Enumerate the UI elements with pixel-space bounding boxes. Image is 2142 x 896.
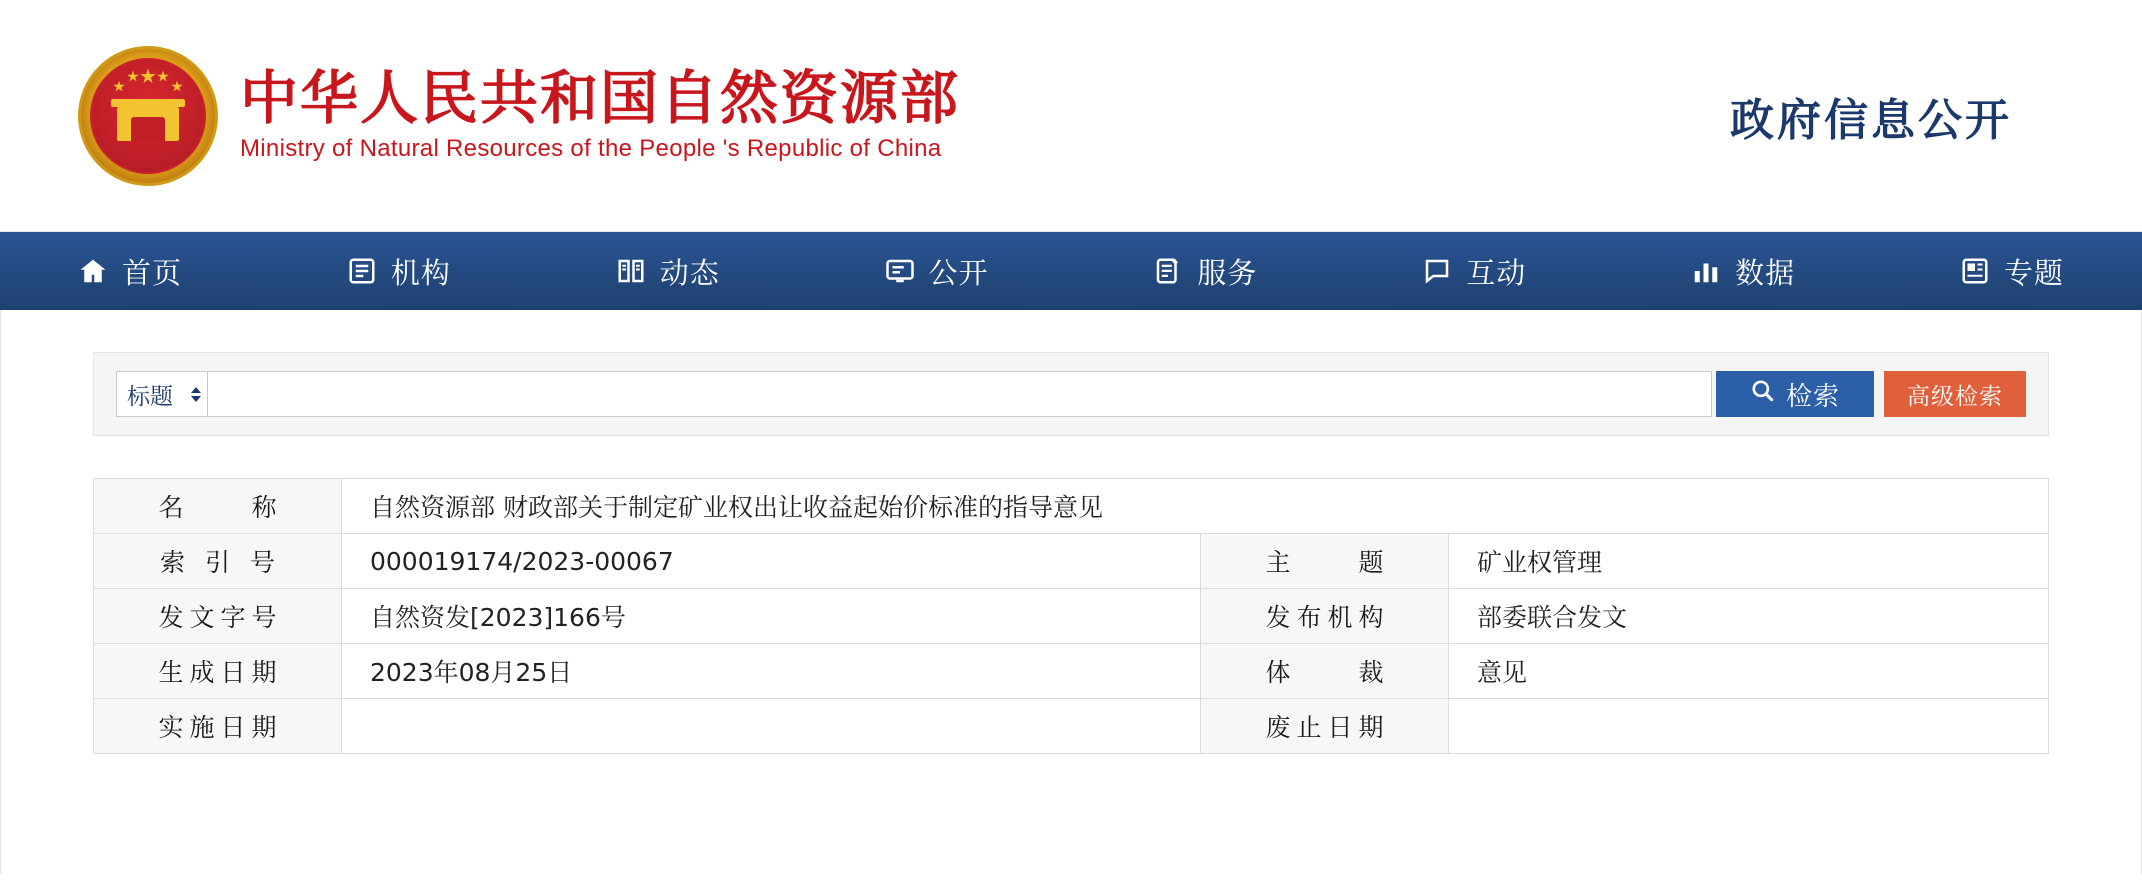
search-field-value: 标题 xyxy=(127,383,173,410)
nav-label: 数据 xyxy=(1735,255,1796,290)
monitor-icon xyxy=(885,256,915,286)
site-title-en: Ministry of Natural Resources of the People 's Republic of China xyxy=(240,134,942,162)
label-abolish-date: 废止日期 xyxy=(1201,699,1449,754)
nav-item-organization[interactable] xyxy=(347,251,451,292)
content-area xyxy=(0,310,2142,874)
value-abolish-date xyxy=(1449,699,2049,754)
value-doc-number: 自然资发[2023]166号 xyxy=(342,589,1201,644)
table-row xyxy=(94,699,2049,754)
home-icon xyxy=(78,256,108,286)
table-row xyxy=(94,534,2049,589)
label-doc-number: 发文字号 xyxy=(94,589,342,644)
nav-label: 互动 xyxy=(1466,255,1527,290)
nav-label: 首页 xyxy=(122,255,183,290)
news-icon xyxy=(1960,256,1990,286)
value-created-date: 2023年08月25日 xyxy=(342,644,1201,699)
search-button-label: 检索 xyxy=(1785,381,1840,412)
search-bar xyxy=(93,352,2049,436)
nav-label: 专题 xyxy=(2003,255,2064,290)
nav-item-interaction[interactable] xyxy=(1422,251,1526,292)
value-genre: 意见 xyxy=(1449,644,2049,699)
page-bottom-spacer xyxy=(93,754,2049,874)
value-subject: 矿业权管理 xyxy=(1449,534,2049,589)
header-section-title: 政府信息公开 xyxy=(1730,94,2012,146)
book-icon xyxy=(616,256,646,286)
table-row xyxy=(94,589,2049,644)
table-row xyxy=(94,479,2049,534)
site-header xyxy=(0,0,2142,232)
search-button[interactable] xyxy=(1716,371,1874,417)
nav-label: 动态 xyxy=(659,255,720,290)
label-created-date: 生成日期 xyxy=(94,644,342,699)
chat-icon xyxy=(1422,256,1452,286)
value-name: 自然资源部 财政部关于制定矿业权出让收益起始价标准的指导意见 xyxy=(342,479,2049,534)
document-pen-icon xyxy=(1153,256,1183,286)
value-index-no: 000019174/2023-00067 xyxy=(342,534,1201,589)
nav-item-home[interactable] xyxy=(78,251,182,292)
value-issuing-agency: 部委联合发文 xyxy=(1449,589,2049,644)
document-info-table xyxy=(93,478,2049,754)
advanced-search-label: 高级检索 xyxy=(1907,383,2003,410)
label-name: 名 称 xyxy=(94,479,342,534)
nav-label: 公开 xyxy=(928,255,989,290)
label-genre: 体 裁 xyxy=(1201,644,1449,699)
national-emblem-icon xyxy=(78,46,218,186)
nav-item-data[interactable] xyxy=(1691,251,1795,292)
label-index-no: 索 引 号 xyxy=(94,534,342,589)
bar-chart-icon xyxy=(1691,256,1721,286)
nav-item-disclosure[interactable] xyxy=(885,251,989,292)
nav-label: 服务 xyxy=(1197,255,1258,290)
search-icon xyxy=(1750,378,1776,411)
building-icon xyxy=(347,256,377,286)
nav-item-topics[interactable] xyxy=(1960,251,2064,292)
site-title-cn: 中华人民共和国自然资源部 xyxy=(240,64,961,133)
value-effective-date xyxy=(342,699,1201,754)
nav-item-service[interactable] xyxy=(1153,251,1257,292)
main-navigation xyxy=(0,232,2142,310)
label-effective-date: 实施日期 xyxy=(94,699,342,754)
brand-block[interactable] xyxy=(78,46,960,186)
table-row xyxy=(94,644,2049,699)
spinner-arrows-icon xyxy=(191,387,201,402)
label-subject: 主 题 xyxy=(1201,534,1449,589)
nav-item-news[interactable] xyxy=(616,251,720,292)
search-field-select[interactable] xyxy=(116,371,208,417)
nav-label: 机构 xyxy=(390,255,451,290)
advanced-search-button[interactable] xyxy=(1884,371,2026,417)
label-issuing-agency: 发布机构 xyxy=(1201,589,1449,644)
search-input[interactable] xyxy=(208,371,1712,417)
